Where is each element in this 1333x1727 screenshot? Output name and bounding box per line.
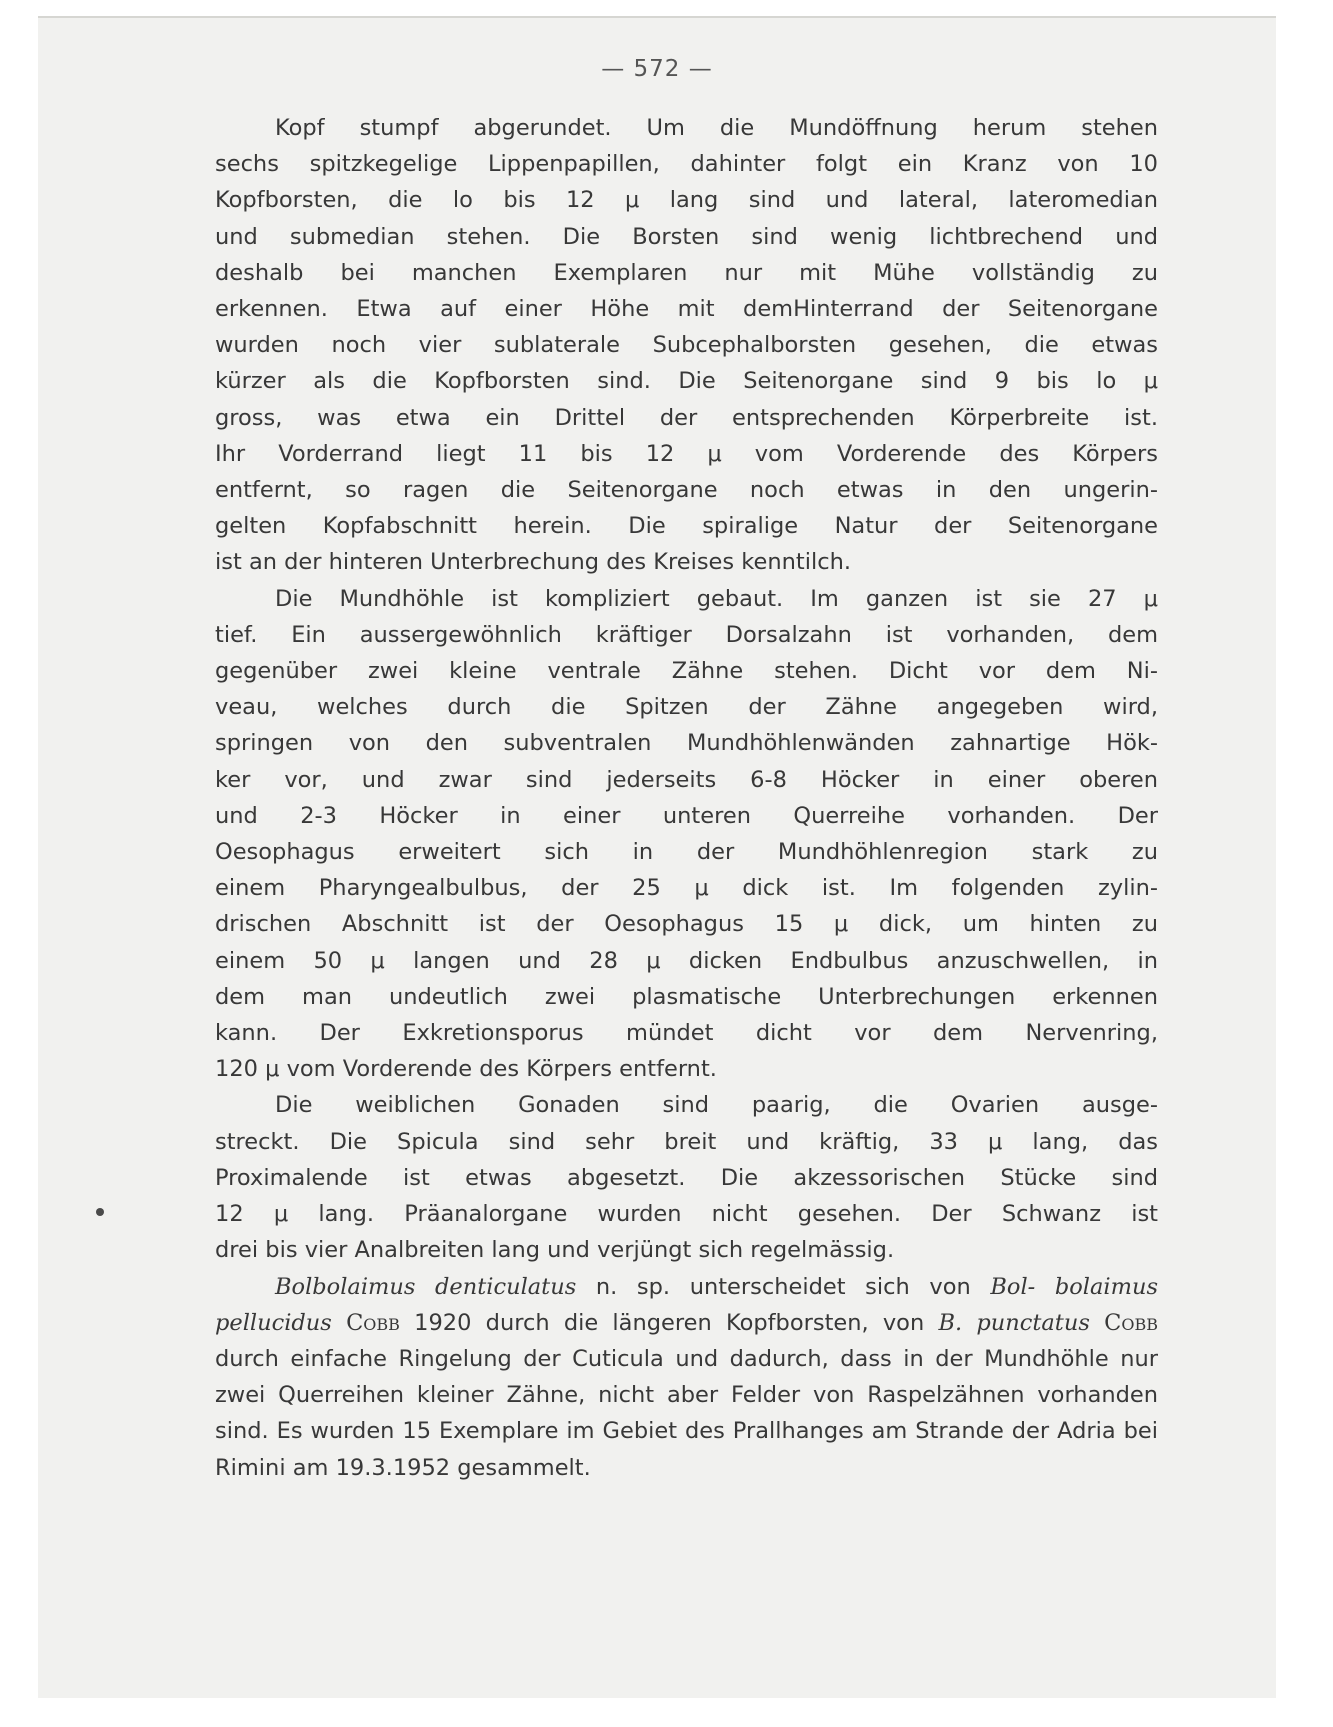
text-line: Ihr Vorderrand liegt 11 bis 12 μ vom Vorderende des Körpers: [215, 440, 1158, 467]
text-line: Die weiblichen Gonaden sind paarig, die Ovarien ausge-: [275, 1092, 1158, 1119]
text-line: Die Mundhöhle ist kompliziert gebaut. Im ganzen ist sie 27 μ: [275, 585, 1158, 612]
text-run: durch einfache Ringelung der Cuticula und dadurch, dass in der Mundhöhle nur zwei Querreihen kleiner Zähne, nicht aber Felder von Raspelzähnen vorhanden sind. Es wurden 15 Exemplare im Gebiet des Prallhanges am Strande der Adria bei Rimini am 19.3.1952 gesammelt.: [215, 1345, 1158, 1481]
text-line: entfernt, so ragen die Seitenorgane noch etwas in den ungerin-: [215, 477, 1158, 504]
text-line: Kopf stumpf abgerundet. Um die Mundöffnung herum stehen: [275, 115, 1158, 141]
text-line: und 2-3 Höcker in einer unteren Querreihe vorhanden. Der: [215, 802, 1158, 829]
page-number: — 572 —: [601, 56, 713, 82]
text-line: gelten Kopfabschnitt herein. Die spiralige Natur der Seitenorgane: [215, 513, 1158, 540]
text-line: 120 μ vom Vorderende des Körpers entfernt.: [215, 1056, 717, 1083]
text-line: ker vor, und zwar sind jederseits 6-8 Höcker in einer oberen: [215, 766, 1158, 793]
text-line: einem Pharyngealbulbus, der 25 μ dick ist. Im folgenden zylin-: [215, 875, 1158, 902]
text-line: Proximalende ist etwas abgesetzt. Die akzessorischen Stücke sind: [215, 1164, 1158, 1191]
body-text: [215, 110, 1158, 1486]
text-line: kürzer als die Kopfborsten sind. Die Seitenorgane sind 9 bis lo μ: [215, 368, 1158, 395]
text-line: drei bis vier Analbreiten lang und verjüngt sich regelmässig.: [215, 1237, 895, 1264]
text-run: 1920 durch die längeren Kopfborsten, von: [399, 1309, 939, 1336]
margin-speck: [96, 1208, 104, 1216]
text-line: kann. Der Exkretionsporus mündet dicht vor dem Nervenring,: [215, 1020, 1158, 1047]
text-line: erkennen. Etwa auf einer Höhe mit demHinterrand der Seitenorgane: [215, 296, 1158, 323]
author-name: Cobb: [346, 1309, 400, 1336]
text-line: springen von den subventralen Mundhöhlenwänden zahnartige Hök-: [215, 730, 1158, 757]
text-run: [332, 1310, 346, 1336]
text-paragraph: [215, 1269, 1158, 1486]
text-line: 12 μ lang. Präanalorgane wurden nicht gesehen. Der Schwanz ist: [215, 1201, 1158, 1228]
taxon-name: Bol- bolaimus pellucidus: [215, 1273, 1158, 1336]
text-line: sechs spitzkegelige Lippenpapillen, dahinter folgt ein Kranz von 10: [215, 151, 1158, 178]
taxon-name: B. punctatus: [938, 1309, 1090, 1336]
text-line: Kopfborsten, die lo bis 12 μ lang sind und lateral, lateromedian: [215, 187, 1158, 214]
text-line: tief. Ein aussergewöhnlich kräftiger Dorsalzahn ist vorhanden, dem: [215, 621, 1158, 648]
text-line: drischen Abschnitt ist der Oesophagus 15 μ dick, um hinten zu: [215, 911, 1158, 938]
text-line: deshalb bei manchen Exemplaren nur mit Mühe vollständig zu: [215, 259, 1158, 286]
text-line: ist an der hinteren Unterbrechung des Kreises kenntilch.: [215, 549, 851, 576]
text-run: n. sp. unterscheidet sich von: [576, 1273, 991, 1300]
text-line: dem man undeutlich zwei plasmatische Unterbrechungen erkennen: [215, 983, 1158, 1010]
paper-sheet: [38, 16, 1276, 1698]
text-line: gross, was etwa ein Drittel der entsprechenden Körperbreite ist.: [215, 404, 1158, 431]
text-line: veau, welches durch die Spitzen der Zähne angegeben wird,: [215, 694, 1158, 721]
text-line: einem 50 μ langen und 28 μ dicken Endbulbus anzuschwellen, in: [215, 947, 1158, 974]
text-line: und submedian stehen. Die Borsten sind wenig lichtbrechend und: [215, 223, 1158, 250]
text-run: [1090, 1310, 1104, 1336]
text-line: streckt. Die Spicula sind sehr breit und kräftig, 33 μ lang, das: [215, 1128, 1158, 1155]
text-line: gegenüber zwei kleine ventrale Zähne stehen. Dicht vor dem Ni-: [215, 658, 1158, 685]
author-name: Cobb: [1104, 1309, 1158, 1336]
text-line: Oesophagus erweitert sich in der Mundhöhlenregion stark zu: [215, 839, 1158, 866]
text-line: wurden noch vier sublaterale Subcephalborsten gesehen, die etwas: [215, 332, 1158, 359]
taxon-name: Bolbolaimus denticulatus: [275, 1273, 577, 1300]
